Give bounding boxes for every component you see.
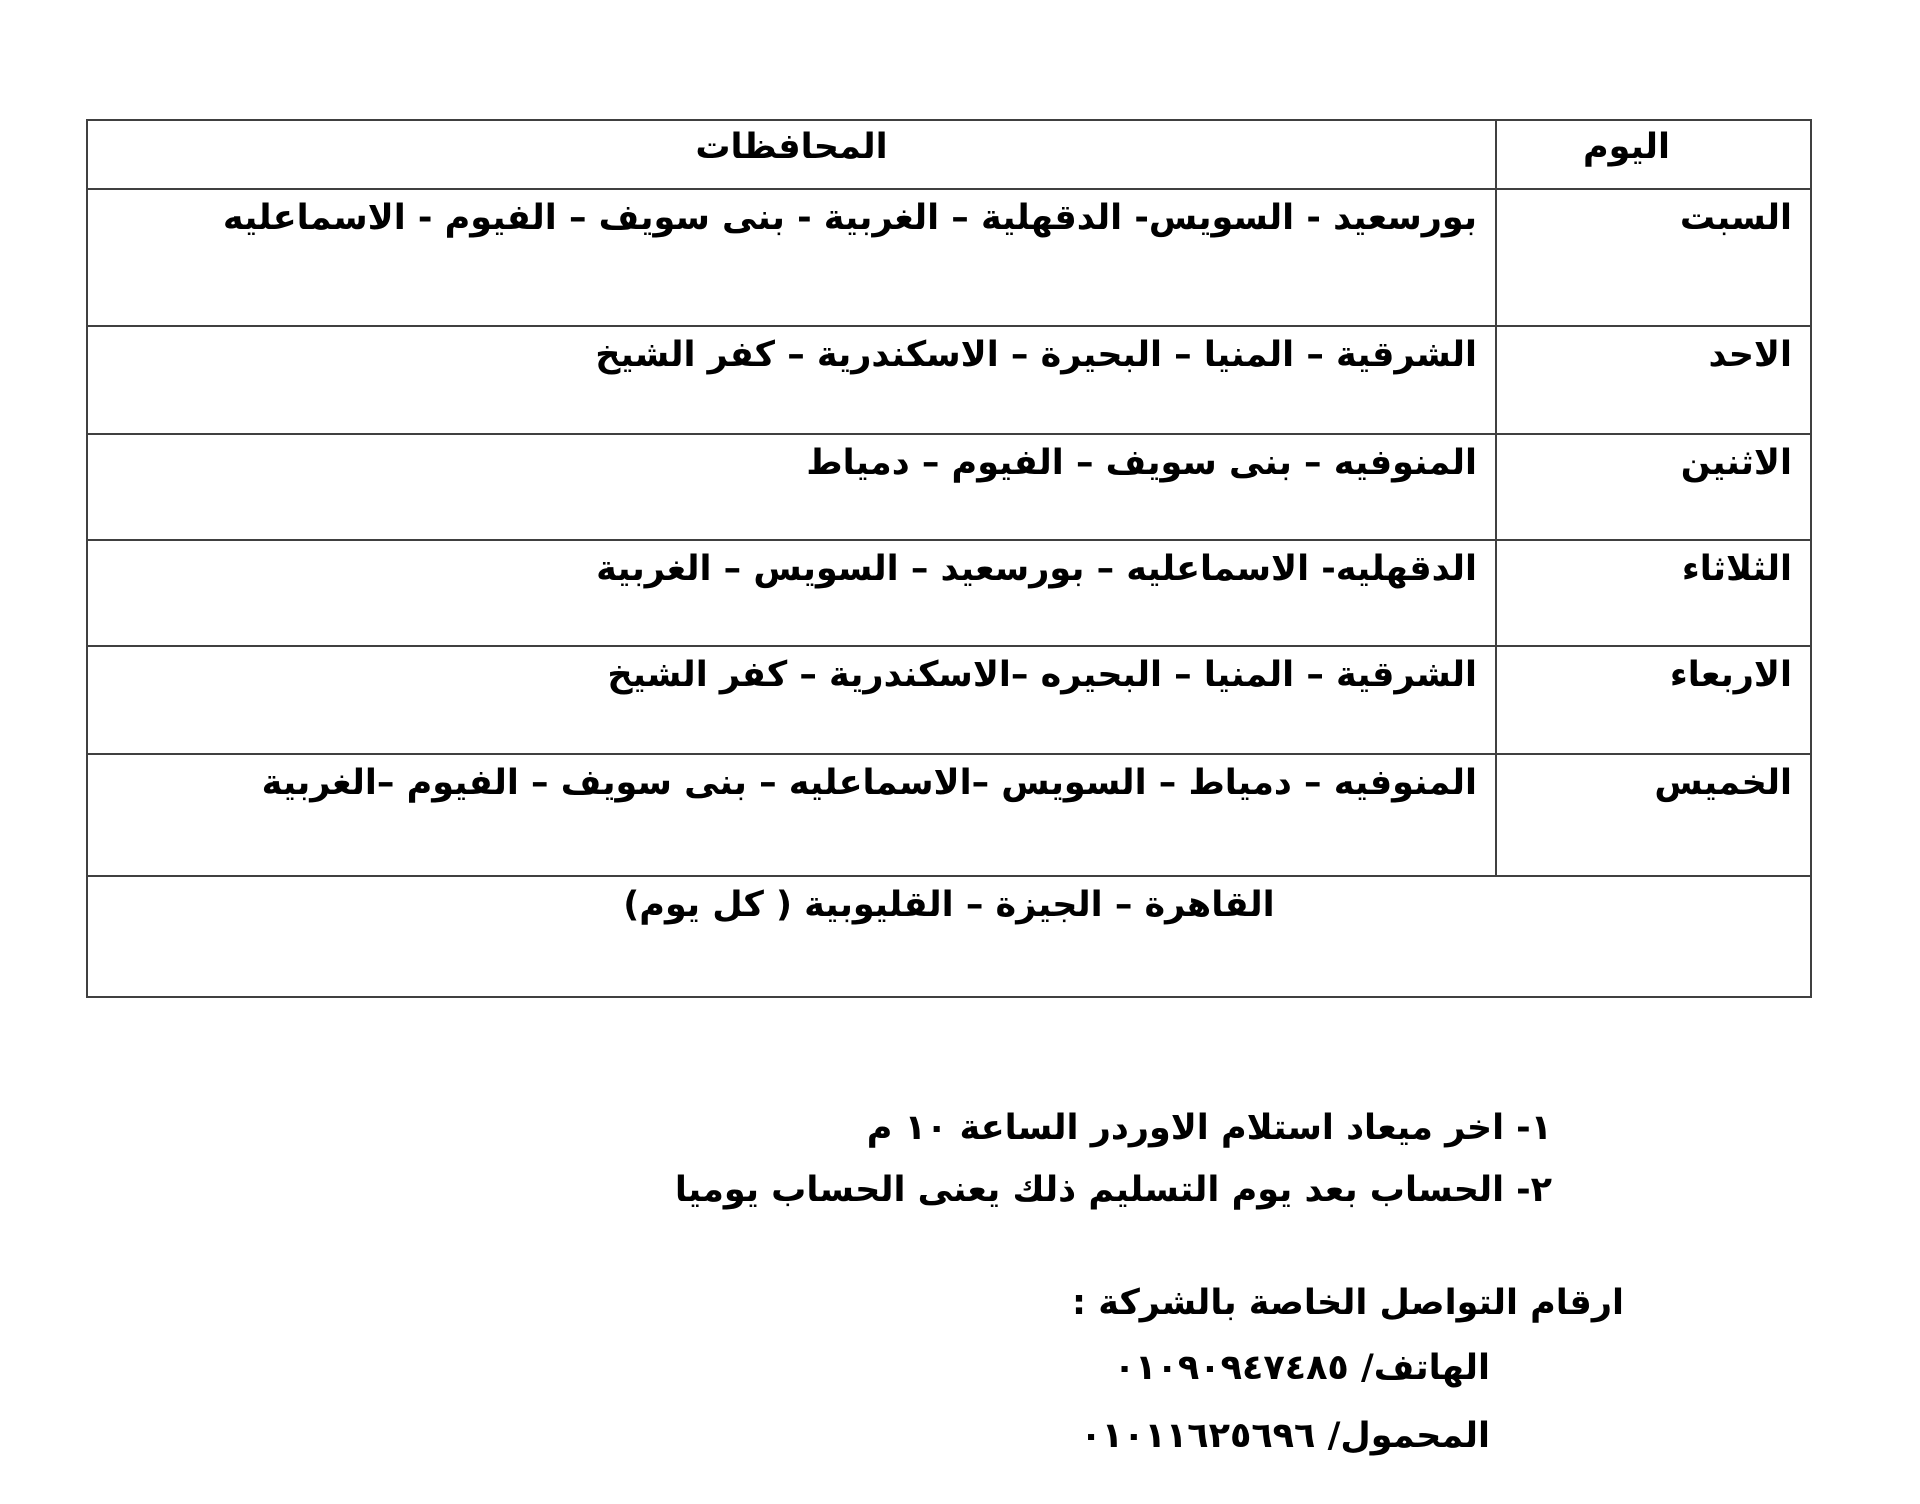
- contact-title: ارقام التواصل الخاصة بالشركة :: [1072, 1283, 1624, 1323]
- daily-governorates: القاهرة – الجيزة – القليوبية ( كل يوم): [87, 876, 1811, 997]
- row-governorates: الشرقية – المنيا – البحيرة – الاسكندرية – كفر الشيخ: [87, 326, 1496, 434]
- table-row: [87, 646, 1811, 754]
- note-number: ١-: [1516, 1108, 1552, 1148]
- mobile-label: المحمول/: [1327, 1416, 1490, 1456]
- row-governorates: الدقهليه- الاسماعليه – بورسعيد – السويس – الغربية: [87, 540, 1496, 646]
- row-day: الاثنين: [1496, 434, 1811, 540]
- row-day: السبت: [1496, 189, 1811, 326]
- row-governorates: المنوفيه – بنى سويف – الفيوم – دمياط: [87, 434, 1496, 540]
- table-row: [87, 189, 1811, 326]
- row-governorates: المنوفيه – دمياط – السويس –الاسماعليه – بنى سويف – الفيوم –الغربية: [87, 754, 1496, 876]
- table-row: [87, 434, 1811, 540]
- row-day: الاربعاء: [1496, 646, 1811, 754]
- note-item: [675, 1159, 1552, 1221]
- table-header-row: [87, 120, 1811, 189]
- header-day: اليوم: [1496, 120, 1811, 189]
- note-text: الحساب بعد يوم التسليم ذلك يعنى الحساب يوميا: [674, 1170, 1505, 1210]
- row-governorates: بورسعيد - السويس- الدقهلية – الغربية - بنى سويف – الفيوم - الاسماعليه: [87, 189, 1496, 326]
- row-day: الخميس: [1496, 754, 1811, 876]
- header-governorates: المحافظات: [87, 120, 1496, 189]
- table-row: [87, 540, 1811, 646]
- table-footer-row: [87, 876, 1811, 997]
- note-text: اخر ميعاد استلام الاوردر الساعة ١٠ م: [866, 1108, 1505, 1148]
- delivery-schedule-table: [86, 119, 1812, 998]
- notes-list: [675, 1097, 1552, 1221]
- table-row: [87, 326, 1811, 434]
- contact-phone: [1114, 1348, 1490, 1388]
- row-governorates: الشرقية – المنيا – البحيره –الاسكندرية – كفر الشيخ: [87, 646, 1496, 754]
- mobile-number: ٠١٠١١٦٢٥٦٩٦: [1080, 1416, 1316, 1456]
- note-item: [675, 1097, 1552, 1159]
- row-day: الاحد: [1496, 326, 1811, 434]
- note-number: ٢-: [1516, 1170, 1552, 1210]
- phone-number: ٠١٠٩٠٩٤٧٤٨٥: [1113, 1348, 1349, 1388]
- row-day: الثلاثاء: [1496, 540, 1811, 646]
- table-row: [87, 754, 1811, 876]
- contact-mobile: [1080, 1416, 1490, 1456]
- phone-label: الهاتف/: [1361, 1348, 1490, 1388]
